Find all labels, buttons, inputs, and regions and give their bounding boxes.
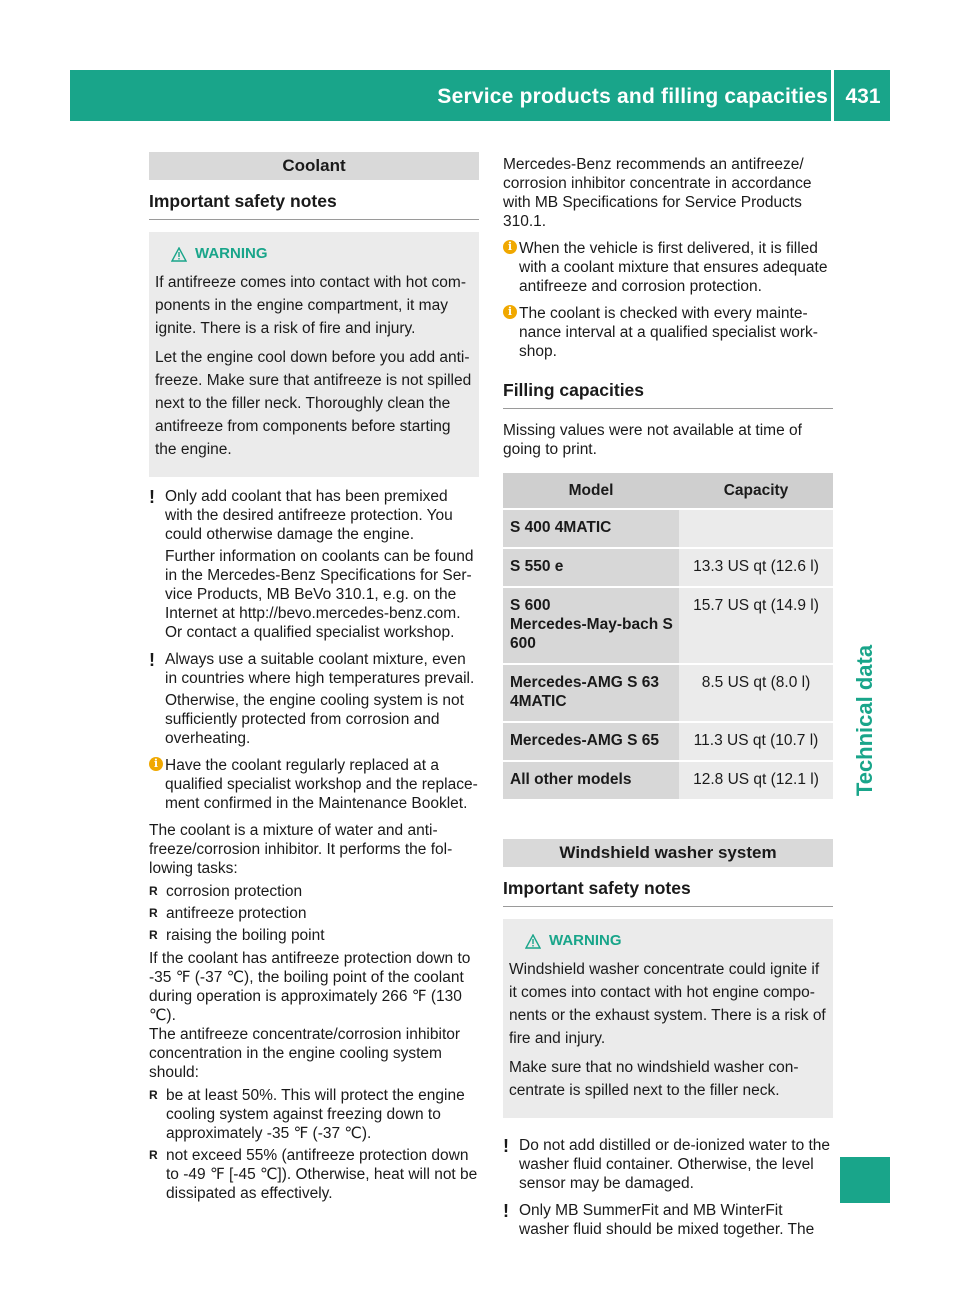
capacity-cell: 11.3 US qt (10.7 l)	[679, 723, 833, 762]
info-note	[503, 239, 833, 296]
capacity-cell: 15.7 US qt (14.9 l)	[679, 588, 833, 665]
note-subtext: Further information on coolants can be found in the Mercedes-Benz Specifications for Ser-vice Products, MB BeVo 310.1, e.g. on the Internet at http://bevo.mercedes-benz.com. Or contact a qualified specialist workshop.	[165, 548, 474, 641]
boiling-point-paragraph: If the coolant has antifreeze protection down to -35 ℉ (-37 ℃), the boiling point of the coolant during operation is approximately 266 ℉ (130 ℃).	[149, 950, 471, 1024]
recommendation-paragraph: Mercedes-Benz recommends an antifreeze/ corrosion inhibitor concentrate in accordance with MB Specifications for Service Products 310.1.	[503, 156, 812, 230]
list-item: R raising the boiling point	[149, 926, 479, 945]
note-text: Only MB SummerFit and MB WinterFit washer fluid should be mixed together. The	[519, 1202, 815, 1238]
subheading-filling-capacities: Filling capacities	[503, 369, 833, 409]
warning-text: Make sure that no windshield washer con-centrate is spilled next to the filler neck.	[509, 1059, 799, 1099]
list-item: R antifreeze protection	[149, 904, 479, 923]
warning-text: If antifreeze comes into contact with hot com-ponents in the engine compartment, it may ignite. There is a risk of fire and injury.	[155, 274, 466, 337]
caution-note	[149, 650, 479, 748]
exclamation-icon: !	[503, 1136, 509, 1156]
warning-box-washer	[503, 919, 833, 1118]
caution-note	[503, 1136, 833, 1193]
page-title: Service products and filling capacities	[437, 85, 828, 108]
info-note	[149, 756, 479, 813]
model-cell: Mercedes-AMG S 63 4MATIC	[503, 665, 679, 723]
note-text: When the vehicle is first delivered, it is filled with a coolant mixture that ensures adequate antifreeze and corrosion protection.	[519, 240, 828, 295]
note-text: The coolant is checked with every mainte-nance interval at a qualified specialist work-shop.	[519, 305, 818, 360]
caution-note	[149, 487, 479, 642]
caution-note	[503, 1201, 833, 1239]
table-row	[503, 588, 833, 665]
model-cell: Mercedes-AMG S 65	[503, 723, 679, 762]
exclamation-icon: !	[149, 487, 155, 507]
note-text: Do not add distilled or de-ionized water to the washer fluid container. Otherwise, the level sensor may be damaged.	[519, 1137, 831, 1192]
exclamation-icon: !	[149, 650, 155, 670]
capacity-cell: 13.3 US qt (12.6 l)	[679, 549, 833, 588]
right-column	[503, 155, 833, 1247]
info-icon: i	[503, 305, 517, 319]
subheading-safety-coolant: Important safety notes	[149, 180, 479, 220]
note-text: Always use a suitable coolant mixture, even in countries where high temperatures prevail.	[165, 651, 475, 687]
filling-intro: Missing values were not available at time of going to print.	[503, 422, 802, 458]
warning-text: Windshield washer concentrate could ignite if it comes into contact with hot engine compo-nents or the exhaust system. There is a risk of fire and injury.	[509, 961, 826, 1047]
header-divider	[831, 70, 834, 121]
capacity-cell: 12.8 US qt (12.1 l)	[679, 762, 833, 801]
model-cell: S 400 4MATIC	[503, 510, 679, 549]
list-item: R be at least 50%. This will protect the engine cooling system against freezing down to approximately -35 ℉ (-37 ℃).	[149, 1086, 479, 1143]
page-number: 431	[845, 85, 881, 108]
warning-text: Let the engine cool down before you add anti-freeze. Make sure that antifreeze is not spilled next to the filler neck. Thoroughly clean the antifreeze from components before starting the engine.	[155, 349, 472, 458]
model-cell: S 550 e	[503, 549, 679, 588]
table-row	[503, 762, 833, 801]
table-row	[503, 510, 833, 549]
section-title-coolant: Coolant	[149, 152, 479, 180]
table-row	[503, 665, 833, 723]
chapter-tab-label: Technical data	[852, 644, 878, 796]
column-header-model: Model	[503, 473, 679, 510]
note-subtext: Otherwise, the engine cooling system is not sufficiently protected from corrosion and overheating.	[165, 692, 464, 747]
warning-header	[155, 244, 473, 264]
warning-triangle-icon	[171, 247, 187, 262]
info-icon: i	[149, 757, 163, 771]
table-row	[503, 723, 833, 762]
note-text: Have the coolant regularly replaced at a qualified specialist workshop and the replace-ment confirmed in the Maintenance Booklet.	[165, 757, 478, 812]
subheading-safety-washer: Important safety notes	[503, 867, 833, 907]
list-item: R corrosion protection	[149, 882, 479, 901]
column-header-capacity: Capacity	[679, 473, 833, 510]
table-row	[503, 549, 833, 588]
mixture-paragraph: The coolant is a mixture of water and anti-freeze/corrosion inhibitor. It performs the fol-lowing tasks:	[149, 822, 453, 877]
table-header-row	[503, 473, 833, 510]
capacity-table	[503, 473, 833, 801]
info-note	[503, 304, 833, 361]
model-cell: S 600 Mercedes-May-bach S 600	[503, 588, 679, 665]
warning-triangle-icon	[525, 934, 541, 949]
chapter-tab	[840, 620, 890, 820]
warning-box-coolant	[149, 232, 479, 477]
thumb-index-block	[840, 1157, 890, 1203]
concentration-paragraph: The antifreeze concentrate/corrosion inhibitor concentration in the engine cooling system should:	[149, 1026, 461, 1081]
task-list	[149, 882, 479, 945]
capacity-cell	[679, 510, 833, 549]
warning-label: WARNING	[549, 932, 622, 949]
left-column	[149, 152, 479, 1207]
warning-header	[509, 931, 827, 951]
list-item: R not exceed 55% (antifreeze protection down to -49 ℉ [-45 ℃]). Otherwise, heat will not be dissipated as effectively.	[149, 1146, 479, 1203]
requirement-list	[149, 1086, 479, 1203]
section-title-washer: Windshield washer system	[503, 839, 833, 867]
exclamation-icon: !	[503, 1201, 509, 1221]
model-cell: All other models	[503, 762, 679, 801]
capacity-cell: 8.5 US qt (8.0 l)	[679, 665, 833, 723]
note-text: Only add coolant that has been premixed with the desired antifreeze protection. You could otherwise damage the engine.	[165, 488, 453, 543]
info-icon: i	[503, 240, 517, 254]
warning-label: WARNING	[195, 245, 268, 262]
